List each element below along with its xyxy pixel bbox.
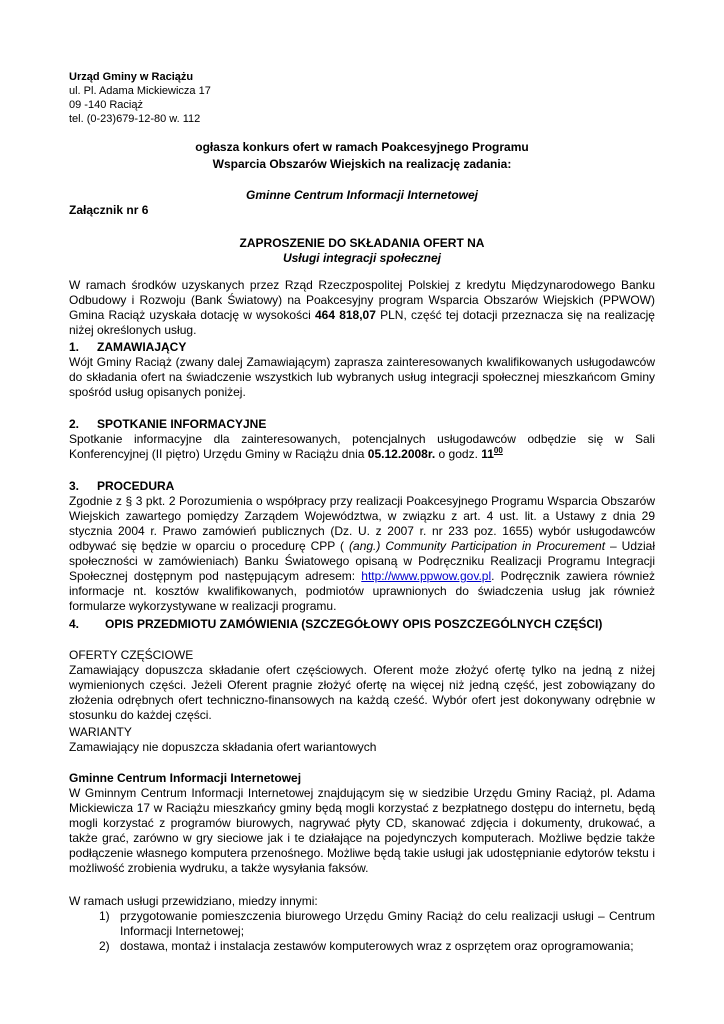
section-2-heading: [69, 417, 266, 432]
center-text: W Gminnym Centrum Informacji Internetowej znajdującym się w siedzibie Urzędu Gminy Raciąż, pl. Adama Mickiewicza 17 w Raciążu mieszkańcy gminy będą mogli korzystać z bezpłatnego dostępu do internetu, będą mogli korzystać z programów biurowych, nagrywać płyty CD, skanować zdjęcia i dokumenty, drukować, a także grać, zarówno w gry sieciowe jak i te działające na pojedynczych komputerach. Możliwe będzie także podłączenie własnego komputera przenośnego. Możliwe będą takie usługi jak udostępnianie edytorów tekstu i możliwość zrobienia wydruku, a także wysyłania faksów.: [69, 786, 655, 875]
partial-offers-text: Zamawiający dopuszcza składanie ofert częściowych. Oferent może złożyć ofertę tylko na jedną z niżej wymienionych części. Jeżeli Oferent pragnie złożyć ofertę na więcej niż jedną część, jest zobowiązany do złożenia odrębnych ofert techniczno-finansowych na każdą cześć. Wybór ofert jest dokonywany odrębnie w stosunku do każdej części.: [69, 663, 655, 722]
procedure-text-1: Zgodnie z § 3 pkt. 2 Porozumienia o współpracy przy realizacji Poakcesyjnego Programu Wsparcia Obszarów Wiejskich zawartego pomiędzy Zarządem Województwa, w związku z art. 4 ust. lit. a Ustawy z dnia 29 stycznia 2004 r. Prawo zamówień publicznych (Dz. U. z 2007 r. nr 233 poz. 1655) wybór usługodawców odbywać się będzie w oparciu o procedurę CPP (: [69, 494, 655, 553]
list-item-number: 2): [99, 939, 110, 953]
announcement-line-1: ogłasza konkurs ofert w ramach Poakcesyjnego Programu: [195, 140, 529, 154]
procedure-text-3: . Podręcznik zawiera również informacje nt. kosztów kwalifikowanych, podmiotów uprawnionych do świadczenia usług jak również formularze wykorzystywane w realizacji programu.: [69, 569, 655, 613]
announcement-block: [69, 139, 655, 173]
ppwow-link[interactable]: http://www.ppwow.gov.pl: [361, 569, 492, 583]
section-1-text: Wójt Gminy Raciąż (zwany dalej Zamawiającym) zaprasza zainteresowanych kwalifikowanych usługodawców do składania ofert na świadczenie wszystkich lub wybranych usług integracji społecznej mieszkańcom Gminy spośród usług opisanych poniżej.: [69, 355, 655, 399]
meeting-text-before: Spotkanie informacyjne dla zainteresowanych, potencjalnych usługodawców odbędzie się w Sali Konferencyjnej (II piętro) Urzędu Gminy w Raciążu dnia: [69, 432, 655, 461]
meeting-minutes: 00: [493, 446, 503, 455]
list-item-text: przygotowanie pomieszczenia biurowego Urzędu Gminy Raciąż do celu realizacji usługi – Centrum Informacji Internetowej;: [120, 909, 655, 938]
task-name: Gminne Centrum Informacji Internetowej: [245, 188, 479, 202]
intro-text-before: W ramach środków uzyskanych przez Rząd Rzeczpospolitej Polskiej z kredytu Międzynarodowego Banku Odbudowy i Rozwoju (Bank Światowy) na Poakcesyjny program Wsparcia Obszarów Wiejskich (PPWOW) Gmina Raciąż uzyskała dotację w wysokości: [69, 278, 655, 322]
services-list: [69, 909, 655, 954]
section-1-heading: [69, 340, 186, 355]
center-title: Gminne Centrum Informacji Internetowej: [69, 771, 302, 785]
meeting-hour: 11: [481, 447, 494, 461]
list-item: [69, 909, 655, 939]
list-item-text: dostawa, montaż i instalacja zestawów komputerowych wraz z osprzętem oraz oprogramowania;: [120, 939, 634, 953]
procedure-text-2: – Udział społeczności w zamówieniach) Banku Światowego opisaną w Podręczniku Realizacji Programu Integracji Społecznej dostępnym pod następującym adresem:: [69, 539, 655, 583]
variants-text: Zamawiający nie dopuszcza składania ofert wariantowych: [69, 740, 377, 754]
section-2-title: SPOTKANIE INFORMACYJNE: [97, 417, 267, 431]
invitation-title: ZAPROSZENIE DO SKŁADANIA OFERT NA: [239, 236, 485, 250]
procedure-italic: (ang.) Community Participation in Procurement: [349, 539, 606, 553]
list-intro: W ramach usługi przewidziano, miedzy innymi:: [69, 894, 318, 908]
intro-text-after: PLN, część tej dotacji przeznacza się na realizację niżej określonych usług.: [69, 308, 655, 337]
address-line-1: ul. Pl. Adama Mickiewicza 17: [69, 85, 211, 97]
section-4-title: OPIS PRZEDMIOTU ZAMÓWIENIA (SZCZEGÓŁOWY OPIS POSZCZEGÓLNYCH CZĘŚCI): [105, 617, 603, 631]
attachment-label: Załącznik nr 6: [69, 203, 149, 217]
section-4-number: 4.: [69, 617, 80, 631]
variants-title: WARIANTY: [69, 725, 132, 739]
section-4-heading: [69, 617, 602, 632]
grant-amount: 464 818,07: [314, 308, 376, 322]
sender-address-block: [69, 70, 369, 126]
section-2-text: [69, 432, 655, 462]
partial-offers-title: OFERTY CZĘŚCIOWE: [69, 648, 194, 662]
section-3-title: PROCEDURA: [97, 479, 175, 493]
intro-paragraph: [69, 278, 655, 338]
section-1-title: ZAMAWIAJĄCY: [97, 340, 187, 354]
list-item-number: 1): [99, 909, 110, 923]
invitation-subtitle: Usługi integracji społecznej: [282, 251, 442, 265]
address-line-2: 09 -140 Raciąż: [69, 99, 143, 111]
phone-number: tel. (0-23)679-12-80 w. 112: [69, 113, 201, 125]
meeting-text-mid: o godz.: [435, 447, 482, 461]
announcement-line-2: Wsparcia Obszarów Wiejskich na realizację zadania:: [212, 157, 512, 171]
section-1-number: 1.: [69, 340, 80, 354]
section-3-text: [69, 494, 655, 614]
list-item: [69, 939, 655, 954]
section-3-heading: [69, 479, 174, 494]
section-2-number: 2.: [69, 417, 80, 431]
org-name: Urząd Gminy w Raciążu: [69, 71, 194, 83]
meeting-date: 05.12.2008r.: [367, 447, 436, 461]
section-3-number: 3.: [69, 479, 80, 493]
